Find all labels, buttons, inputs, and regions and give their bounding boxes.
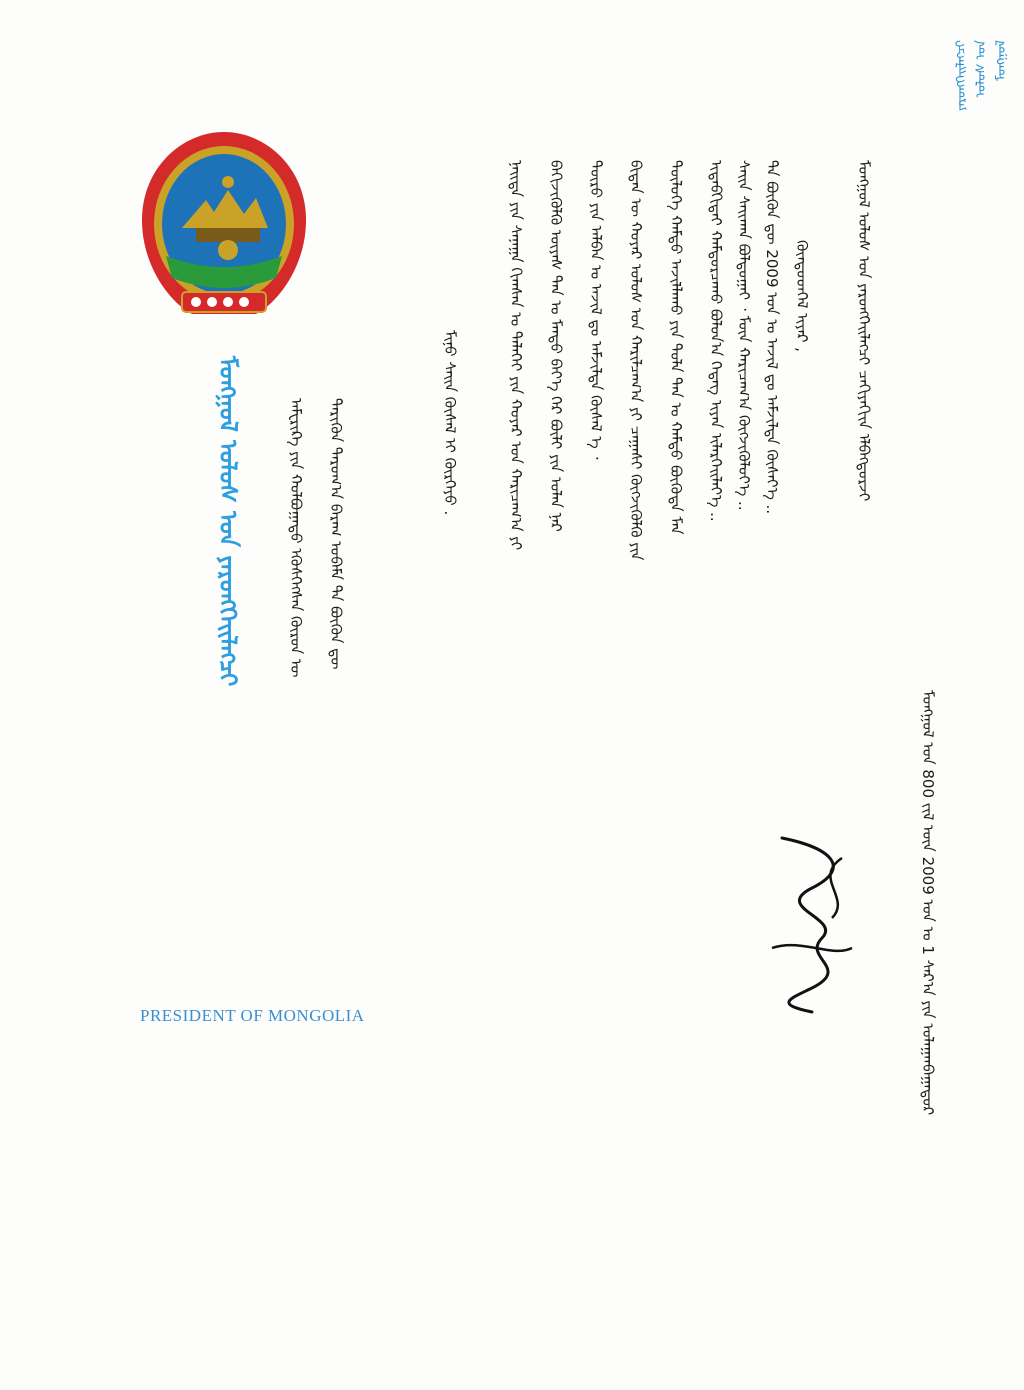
header-mark-3: ᠶᠡᠷᠦᠩᠬᠡᠢᠯᠡᠭᠴᠢ: [954, 40, 969, 112]
body-line-6: ᠢᠳᠡᠪᠬᠢᠲᠡᠢ ᠬᠠᠮᠲᠤᠷᠴᠠᠬᠤ ᠪᠣᠯᠤᠨ᠎ᠠ ᠭᠡᠳᠡᠭ ᠢᠶᠡᠨ ᠢᠯᠡᠷᠬᠡᠢᠯᠡᠶ᠎ᠡ ..: [707, 160, 725, 522]
body-line-7: ᠰᠠᠢᠨ ᠰᠠᠢᠬᠠᠨ ᠪᠣᠯᠲᠤᠭᠠᠢ ᠂ ᠮᠥᠨ ᠬᠠᠷᠢᠴᠠᠭ᠎ᠠ ᠬᠥᠭᠵᠢᠭᠦᠯᠦᠶ᠎ᠡ ..: [735, 160, 753, 511]
signature-icon: [752, 828, 870, 1016]
header-mark-1: ᠮᠣᠩᠭᠣᠯ: [994, 40, 1009, 82]
signer-line: ᠮᠣᠩᠭᠣᠯ ᠤᠯᠤᠰ ᠤᠨ ᠶᠡᠷᠦᠩᠬᠡᠢᠯᠡᠭᠴᠢ ᠴᠠᠬᠢᠶᠠᠭᠢᠢᠨ ᠡᠯᠪᠡᠭᠳᠣᠷᠵᠢ: [855, 160, 873, 502]
header-mark-2: ᠤᠯᠤᠰ ᠤᠨ: [974, 40, 989, 98]
greeting-line-2: ᠲᠡᠷᠢᠭᠦᠨ ᠳᠠᠷᠤᠭ᠎ᠠ ᠪᠠᠷᠠᠭ ᠣᠪᠠᠮᠠ ᠲᠠ ᠪᠦᠬᠦᠨ ᠳᠦ: [327, 398, 345, 670]
greeting-line-1: ᠠᠮᠧᠷᠢᠺᠠ ᠶᠢᠨ ᠬᠣᠯᠪᠣᠭᠠᠲᠤ ᠡᠭᠦᠰᠬᠡᠭᠰᠡᠨ ᠭᠦᠷᠦᠨ ᠦ: [287, 398, 305, 678]
english-caption: PRESIDENT OF MONGOLIA: [140, 1006, 365, 1025]
date-line: ᠮᠣᠩᠭᠣᠯ ᠤᠨ 800 ᠵᠢᠯ ᠦᠨ 2009 ᠣᠨ ᠤ 1 ᠰᠠᠷ᠎ᠠ ᠶᠢᠨ ᠤᠯᠠᠭᠠᠨᠪᠠᠭᠠᠲᠤᠷ: [919, 690, 937, 1116]
letter-title: ᠮᠣᠩᠭᠣᠯ ᠤᠯᠤᠰ ᠤᠨ ᠶᠡᠷᠦᠩᠬᠡᠢᠯᠡᠭᠴᠢ: [214, 356, 242, 687]
body-line-1: ᠨᠡᠢᠲᠡ ᠶᠢᠨ ᠰᠠᠨᠠᠭᠠ ᠬᠢᠭᠰᠠᠨ ᠤ ᠲᠡᠯᠡᠭᠡᠢ ᠶᠢᠨ ᠬᠣᠶᠠᠷ ᠤᠨ ᠬᠠᠷᠢᠴᠠᠭ᠎ᠠ ᠶᠢ: [507, 160, 525, 551]
closing-line: ᠬᠦᠨᠳᠦᠳᠬᠡᠯ ᠢᠶᠡᠷ ,: [793, 240, 811, 353]
body-line-5: ᠲᠥᠯᠥᠭᠡ ᠬᠠᠮᠲᠤ ᠠᠵᠢᠯᠯᠠᠬᠤ ᠶᠢᠨ ᠲᠤᠯᠠ ᠲᠠᠨ ᠤ ᠬᠠᠮᠲᠤ ᠪᠦᠭᠦᠳᠡ ᠮᠠᠨ: [667, 160, 685, 535]
body-line-2: ᠪᠡᠬᠢᠵᠢᠭᠦᠯᠬᠦ ᠦᠶᠡᠰ ᠲᠠᠨ ᠤ ᠮᠡᠨᠳᠦ ᠪᠡᠶ᠎ᠡ ᠭᠡᠷ ᠪᠦᠯᠢ ᠶᠢᠨ ᠤᠯᠠᠨ ᠨᠡᠷ: [547, 160, 565, 532]
body-line-8: ᠲᠠ ᠪᠦᠬᠦᠨ ᠳᠦ 2009 ᠣᠨ ᠤ ᠠᠵᠢᠯ ᠳᠤ ᠠᠮᠵᠢᠯᠲᠠ ᠬᠦᠰᠡᠶ᠎ᠡ ..: [763, 160, 781, 515]
body-line-4: ᠪᠢᠳᠡᠨ ᠦ ᠬᠣᠶᠠᠷ ᠤᠯᠤᠰ ᠤᠨ ᠬᠠᠷᠢᠯᠴᠠᠭ᠎ᠠ ᠶᠢ ᠴᠠᠭᠠᠰᠢ ᠬᠥᠭᠵᠢᠭᠦᠯᠬᠦ ᠶᠢᠨ: [627, 160, 645, 561]
greeting-line-3: ᠮᠢᠨᠤ ᠰᠠᠢᠨ ᠬᠦᠰᠡᠯ ᠢ ᠬᠦᠷᠭᠡᠶᠦ .: [441, 330, 459, 516]
state-emblem-icon: [136, 128, 312, 328]
body-line-3: ᠲᠦᠷᠦ ᠶᠢᠨ ᠠᠯᠪᠠᠨ ᠤ ᠠᠵᠢᠯ ᠳᠤ ᠠᠮᠵᠢᠯᠲᠠ ᠬᠦᠰᠡᠯ ᠡ ᠂: [587, 160, 605, 460]
